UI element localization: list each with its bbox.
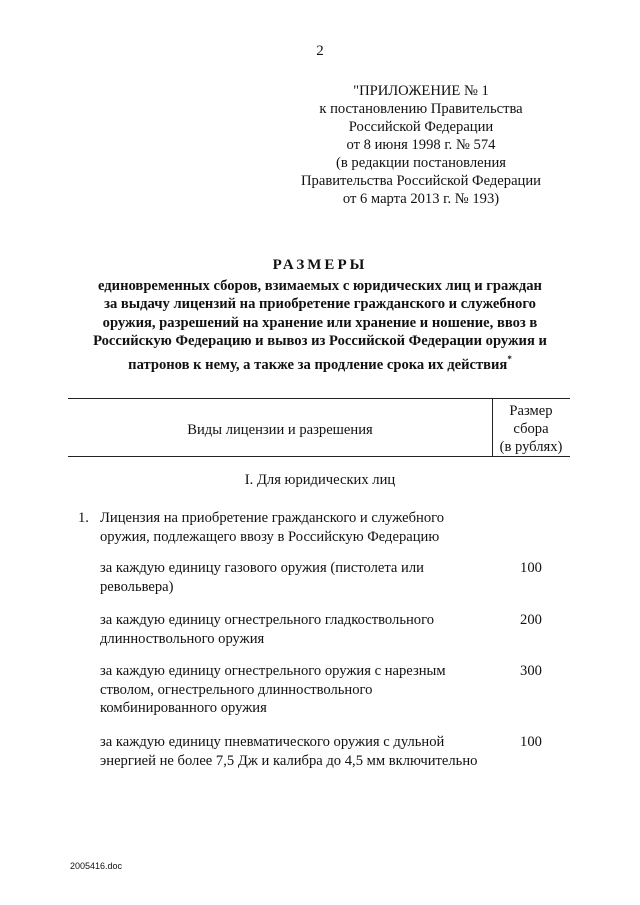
fee-row-text: за каждую единицу огнестрельного гладкоствольного длинноствольного оружия bbox=[100, 612, 434, 647]
subtitle-line: единовременных сборов, взимаемых с юридических лиц и граждан bbox=[98, 278, 542, 294]
fee-row-text: за каждую единицу огнестрельного оружия с нарезным стволом, огнестрельного длинноствольного комбинированного оружия bbox=[100, 663, 446, 716]
document-title: РАЗМЕРЫ bbox=[272, 257, 368, 273]
table-top-rule bbox=[68, 398, 570, 399]
item-text: Лицензия на приобретение гражданского и служебного оружия, подлежащего ввозу в Российскую Федерацию bbox=[100, 510, 445, 545]
table-header-bottom-rule bbox=[68, 456, 570, 457]
subtitle-line: оружия, разрешений на хранение или хранение и ношение, ввоз в bbox=[102, 314, 538, 331]
fee-header-line: сбора bbox=[513, 421, 549, 437]
appendix-line: Российской Федерации bbox=[348, 119, 494, 135]
subtitle-line bbox=[60, 351, 580, 374]
appendix-line: "ПРИЛОЖЕНИЕ № 1 bbox=[353, 83, 489, 99]
appendix-line: Правительства Российской Федерации bbox=[301, 173, 541, 189]
appendix-line: от 8 июня 1998 г. № 574 bbox=[346, 137, 496, 153]
fee-row-value: 200 bbox=[520, 612, 542, 628]
fee-row-value: 100 bbox=[520, 560, 542, 576]
document-subtitle bbox=[60, 277, 580, 374]
fee-row-value: 300 bbox=[520, 663, 542, 679]
section-title: I. Для юридических лиц bbox=[244, 472, 396, 488]
fee-row-value: 100 bbox=[520, 734, 542, 750]
fee-header-line: Размер bbox=[509, 403, 553, 419]
table-header-fee bbox=[493, 402, 569, 456]
fee-row-text: за каждую единицу газового оружия (пистолета или револьвера) bbox=[100, 560, 424, 595]
fee-header-line: (в рублях) bbox=[499, 439, 563, 455]
appendix-line: к постановлению Правительства bbox=[319, 101, 523, 117]
footer-filename: 2005416.doc bbox=[70, 861, 123, 871]
table-header-kinds: Виды лицензии и разрешения bbox=[187, 422, 373, 438]
subtitle-line-text: патронов к нему, а также за продление срока их действия bbox=[128, 356, 508, 373]
appendix-header bbox=[290, 82, 552, 208]
subtitle-line: за выдачу лицензий на приобретение гражданского и служебного bbox=[104, 296, 536, 313]
footnote-mark: * bbox=[507, 353, 512, 364]
appendix-line: от 6 марта 2013 г. № 193) bbox=[342, 191, 500, 207]
appendix-line: (в редакции постановления bbox=[336, 155, 506, 171]
page-number: 2 bbox=[316, 43, 324, 59]
subtitle-line: Российскую Федерацию и вывоз из Российской Федерации оружия и bbox=[93, 333, 547, 350]
item-number: 1. bbox=[78, 510, 89, 526]
fee-row-text: за каждую единицу пневматического оружия с дульной энергией не более 7,5 Дж и калибра до 4,5 мм включительно bbox=[100, 734, 478, 769]
